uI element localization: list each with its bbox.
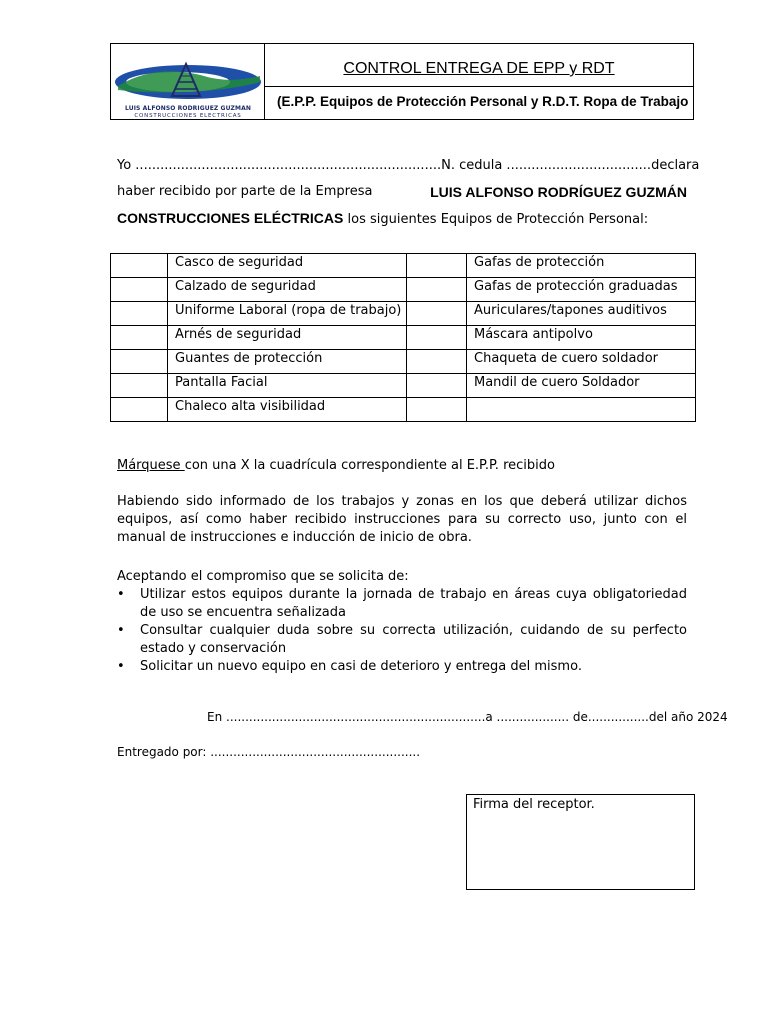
mark-instruction — [117, 457, 687, 475]
company-name-part-1: LUIS ALFONSO RODRÍGUEZ GUZMÁN — [430, 184, 687, 200]
equipment-item-left: Calzado de seguridad — [168, 278, 407, 302]
equipment-row — [111, 374, 696, 398]
id-number-blank: N. cedula ................................... — [441, 158, 652, 173]
equipment-row — [111, 278, 696, 302]
equipment-checklist-table — [110, 253, 696, 422]
checkbox-cell-left[interactable] — [111, 278, 168, 302]
equipment-item-right: Gafas de protección graduadas — [467, 278, 696, 302]
header-box — [110, 43, 694, 120]
equipment-item-right: Mandil de cuero Soldador — [467, 374, 696, 398]
checkbox-cell-left[interactable] — [111, 398, 168, 422]
checkbox-cell-right[interactable] — [407, 254, 467, 278]
declaration-line-3 — [117, 205, 687, 233]
logo-graphic — [114, 56, 262, 106]
checkbox-cell-left[interactable] — [111, 374, 168, 398]
company-name-part-2: CONSTRUCCIONES ELÉCTRICAS — [117, 210, 344, 226]
company-logo — [111, 44, 265, 119]
commitment-item: • Utilizar estos equipos durante la jornada de trabajo en áreas cuya obligatoriedad de uso se encuentra señalizada — [117, 587, 687, 620]
declaration-paragraph — [117, 153, 700, 233]
mark-instruction-underlined: Márquese — [117, 458, 185, 473]
equipment-item-left: Guantes de protección — [168, 350, 407, 374]
checkbox-cell-left[interactable] — [111, 350, 168, 374]
declaration-line-1 — [117, 153, 700, 179]
commitment-item: • Solicitar un nuevo equipo en casi de deterioro y entrega del mismo. — [117, 659, 582, 674]
checkbox-cell-right[interactable] — [407, 374, 467, 398]
equipment-intro-text: los siguientes Equipos de Protección Personal: — [347, 212, 649, 227]
equipment-item-left: Arnés de seguridad — [168, 326, 407, 350]
equipment-item-right: Chaqueta de cuero soldador — [467, 350, 696, 374]
informed-paragraph: Habiendo sido informado de los trabajos y zonas en los que deberá utilizar dichos equipos, así como haber recibido instrucciones para su correcto uso, junto con el manual de instrucciones e inducción de inicio de obra. — [117, 494, 687, 545]
checkbox-cell-right[interactable] — [407, 278, 467, 302]
commitment-list — [117, 586, 687, 676]
signature-label: Firma del receptor. — [473, 797, 595, 812]
equipment-item-left: Casco de seguridad — [168, 254, 407, 278]
commitment-intro: Aceptando el compromiso que se solicita de: — [117, 569, 409, 584]
name-blank: Yo .......................................................................... — [117, 158, 442, 173]
title-cell — [265, 44, 693, 87]
equipment-row — [111, 302, 696, 326]
declara-word: declara — [651, 158, 700, 173]
commitment-section — [117, 568, 687, 676]
receiver-signature-box[interactable] — [466, 794, 695, 890]
equipment-row — [111, 254, 696, 278]
document-subtitle: (E.P.P. Equipos de Protección Personal y R.D.T. Ropa de Trabajo — [277, 94, 689, 109]
checkbox-cell-right[interactable] — [407, 326, 467, 350]
equipment-item-right: Auriculares/tapones auditivos — [467, 302, 696, 326]
equipment-item-left: Chaleco alta visibilidad — [168, 398, 407, 422]
declaration-line-2 — [117, 179, 687, 205]
checkbox-cell-left[interactable] — [111, 254, 168, 278]
checkbox-cell-right[interactable] — [407, 302, 467, 326]
bullet-icon: • — [117, 587, 125, 602]
equipment-item-right: Gafas de protección — [467, 254, 696, 278]
equipment-row — [111, 398, 696, 422]
equipment-row — [111, 326, 696, 350]
equipment-item-left: Uniforme Laboral (ropa de trabajo) — [168, 302, 407, 326]
bullet-icon: • — [117, 623, 125, 638]
place-date-line: En ....................................................................a ................... de................del año 2024 — [207, 710, 728, 724]
logo-company-subtitle: CONSTRUCCIONES ELECTRICAS — [134, 113, 242, 119]
checkbox-cell-right[interactable] — [407, 350, 467, 374]
delivered-by-line: Entregado por: ....................................................... — [117, 745, 421, 759]
checkbox-cell-left[interactable] — [111, 302, 168, 326]
document-title: CONTROL ENTREGA DE EPP y RDT — [343, 60, 615, 77]
received-from-text: haber recibido por parte de la Empresa — [117, 184, 373, 199]
logo-company-name: LUIS ALFONSO RODRIGUEZ GUZMAN — [125, 105, 251, 112]
bullet-icon: • — [117, 659, 125, 674]
equipment-row — [111, 350, 696, 374]
checkbox-cell-right[interactable] — [407, 398, 467, 422]
equipment-item-right — [467, 398, 696, 422]
commitment-item: • Consultar cualquier duda sobre su correcta utilización, cuidando de su perfecto estado y conservación — [117, 623, 687, 656]
equipment-item-right: Máscara antipolvo — [467, 326, 696, 350]
checkbox-cell-left[interactable] — [111, 326, 168, 350]
equipment-item-left: Pantalla Facial — [168, 374, 407, 398]
mark-instruction-rest: con una X la cuadrícula correspondiente al E.P.P. recibido — [184, 458, 555, 473]
